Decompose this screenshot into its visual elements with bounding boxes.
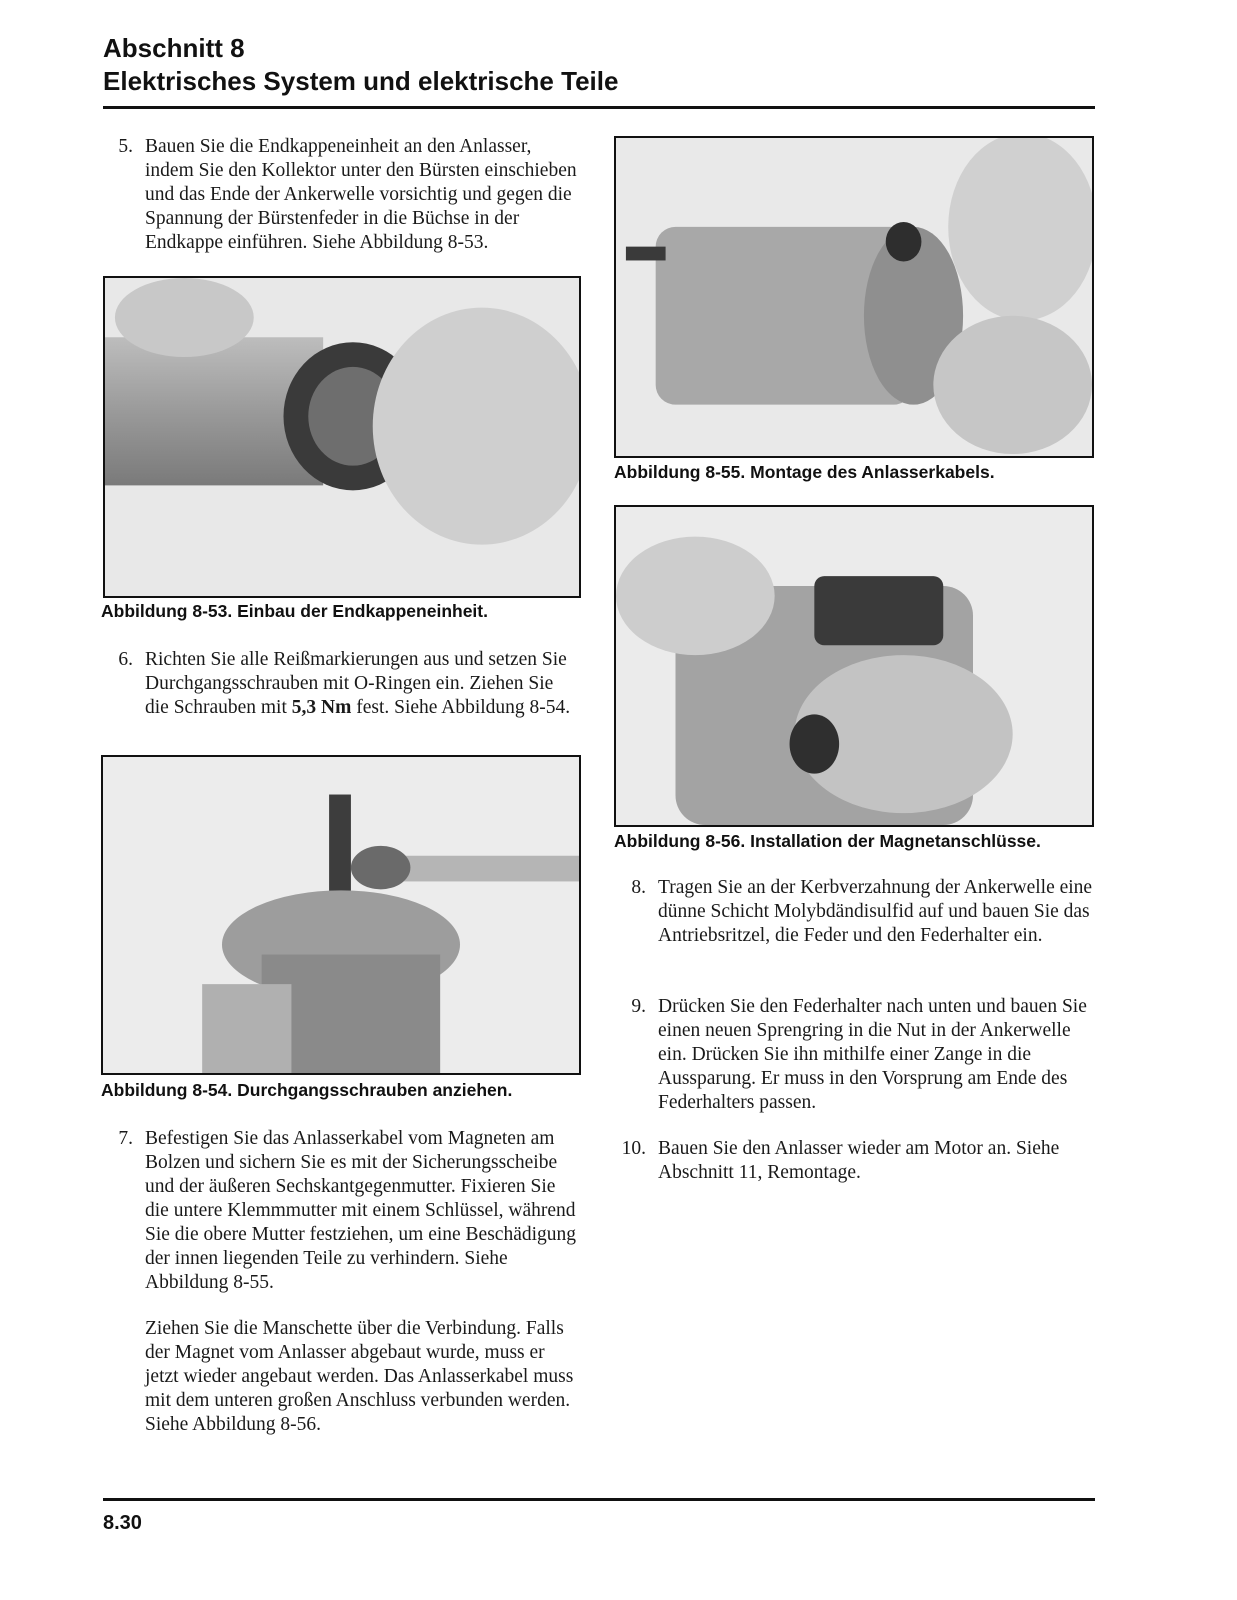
step-number: 7. bbox=[118, 1128, 133, 1149]
torque-value: 5,3 Nm bbox=[291, 697, 352, 718]
footer-rule bbox=[103, 1498, 1095, 1501]
figure-8-55-caption: Abbildung 8-55. Montage des Anlasserkabels. bbox=[614, 462, 995, 482]
step-text: Richten Sie alle Reißmarkierungen aus und setzen Sie Durchgangsschrauben mit O-Ringen ein. Ziehen Sie die Schrauben mit 5,3 Nm fest. Siehe Abbildung 8-54. bbox=[145, 649, 571, 718]
step-text: Bauen Sie die Endkappeneinheit an den Anlasser, indem Sie den Kollektor unter den Bürsten einschieben und das Ende der Ankerwelle vorsichtig und gegen die Spannung der Bürstenfeder in die Büchse in der Endkappe einführen. Siehe Abbildung 8-53. bbox=[145, 136, 577, 253]
step-text: Tragen Sie an der Kerbverzahnung der Ankerwelle eine dünne Schicht Molybdändisulfid auf und bauen Sie das Antriebsritzel, die Feder und den Federhalter ein. bbox=[658, 877, 1093, 946]
step-number: 5. bbox=[118, 136, 133, 157]
step-text: Befestigen Sie das Anlasserkabel vom Magneten am Bolzen und sichern Sie es mit der Sicherungsscheibe und der äußeren Sechskantgegenmutter. Fixieren Sie die untere Klemmmutter mit einem Schlüssel, während Sie die obere Mutter festziehen, um eine Beschädigung der innen liegenden Teile zu verhindern. Siehe Abbildung 8-55. bbox=[145, 1128, 577, 1293]
figure-8-53-photo bbox=[103, 276, 581, 598]
step-number: 9. bbox=[631, 996, 646, 1017]
page-title: Elektrisches System und elektrische Teile bbox=[103, 66, 619, 96]
step-text: Drücken Sie den Federhalter nach unten und bauen Sie einen neuen Sprengring in die Nut in der Ankerwelle ein. Drücken Sie ihn mithilfe einer Zange in die Aussparung. Er muss in den Vorsprung am Ende des Federhalters passen. bbox=[658, 996, 1087, 1113]
figure-8-56-photo bbox=[614, 505, 1094, 827]
step-number: 10. bbox=[621, 1138, 646, 1159]
header-rule bbox=[103, 106, 1095, 109]
page-header bbox=[103, 32, 1095, 98]
figure-8-54-caption: Abbildung 8-54. Durchgangsschrauben anziehen. bbox=[101, 1080, 513, 1100]
step-number: 6. bbox=[118, 649, 133, 670]
section-label: Abschnitt 8 bbox=[103, 33, 245, 63]
page-number: 8.30 bbox=[103, 1512, 142, 1534]
step-number: 8. bbox=[631, 877, 646, 898]
step-text: Bauen Sie den Anlasser wieder am Motor an. Siehe Abschnitt 11, Remontage. bbox=[658, 1138, 1060, 1183]
figure-8-55-photo bbox=[614, 136, 1094, 458]
step-text-continued: Ziehen Sie die Manschette über die Verbindung. Falls der Magnet vom Anlasser abgebaut wurde, muss er jetzt wieder angebaut werden. Das Anlasserkabel muss mit dem unteren großen Anschluss verbunden werden. Siehe Abbildung 8-56. bbox=[145, 1318, 574, 1435]
figure-8-54-photo bbox=[101, 755, 581, 1075]
figure-8-56-caption: Abbildung 8-56. Installation der Magnetanschlüsse. bbox=[614, 831, 1041, 851]
figure-8-53-caption: Abbildung 8-53. Einbau der Endkappeneinheit. bbox=[101, 601, 488, 621]
